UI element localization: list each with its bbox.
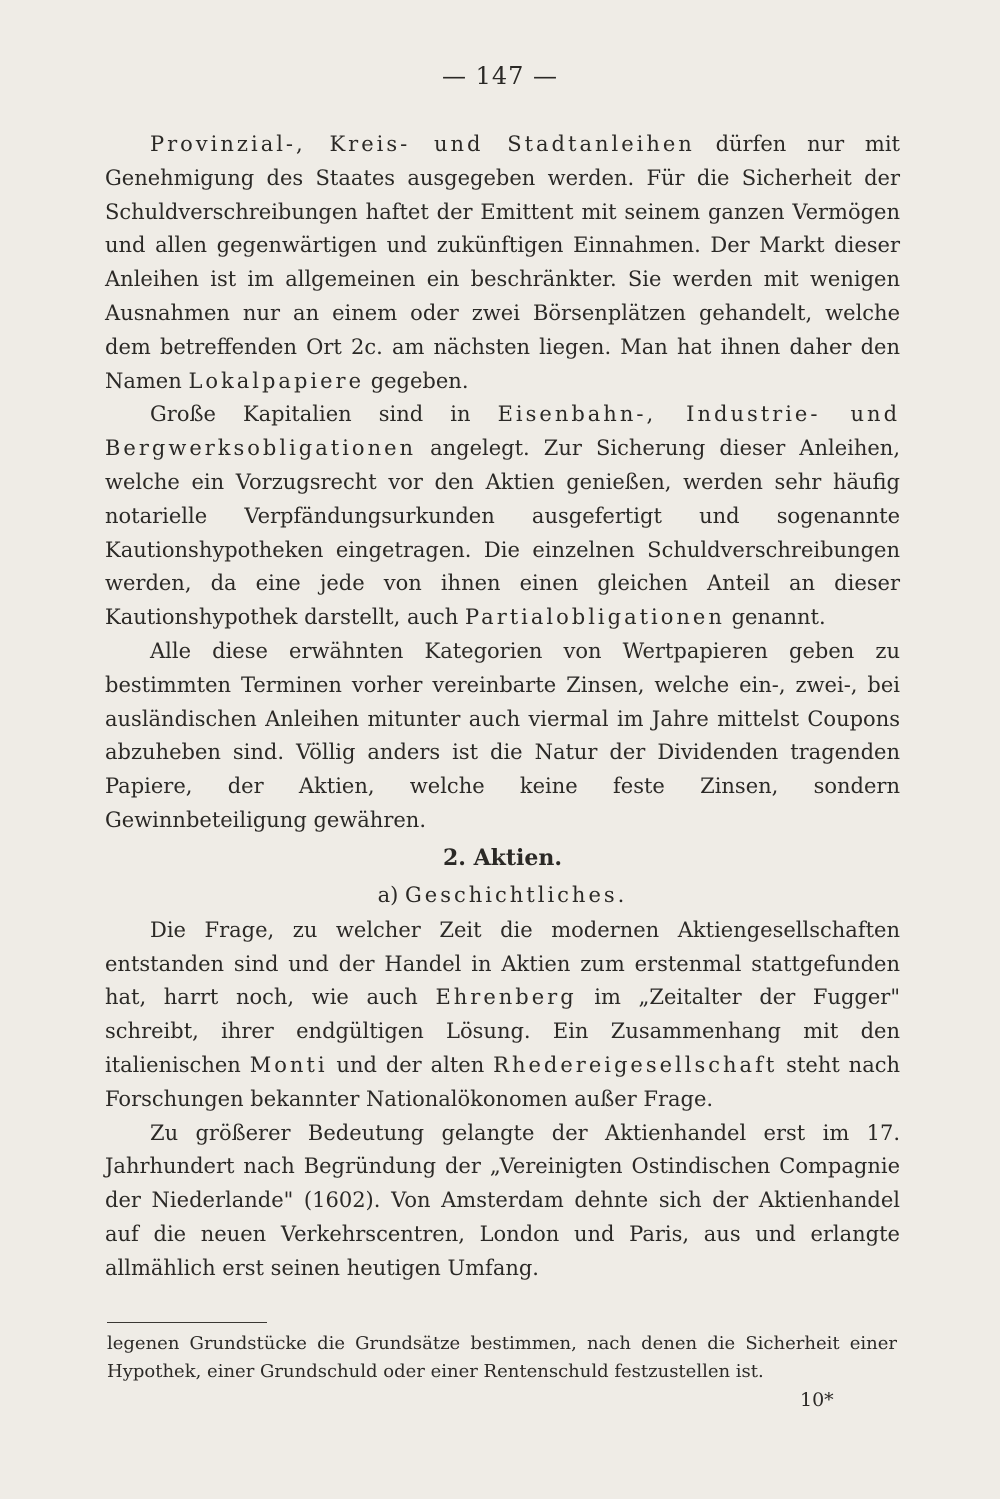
paragraph-text: im „Zeitalter der Fugger" schreibt, ihrer endgültigen Lösung. Ein Zusammenhang mit den italienischen	[105, 985, 900, 1077]
main-text	[105, 128, 900, 1286]
paragraph-text: Die Frage, zu welcher Zeit die modernen Aktiengesellschaften entstanden sind und der Handel in Aktien zum erstenmal stattgefunden hat, harrt noch, wie auch	[105, 917, 900, 1010]
subsection-letter: a)	[377, 882, 406, 907]
paragraph-text: gegeben.	[364, 368, 469, 393]
spaced-term: Provinzial-, Kreis- und Stadtanleihen	[150, 132, 695, 156]
spaced-term: Eisenbahn-, Industrie- und Bergwerksobligationen	[105, 402, 901, 461]
spaced-term: Partialobligationen	[464, 605, 725, 630]
paragraph-5: Zu größerer Bedeutung gelangte der Aktienhandel erst im 17. Jahrhundert nach Begründung der „Vereinigten Ostindischen Compagnie der Niederlande" (1602). Von Amsterdam dehnte sich der Aktienhandel auf die neuen Verkehrscentren, London und Paris, aus und erlangte allmählich erst seinen heutigen Umfang.	[105, 1120, 900, 1280]
paragraph-4	[105, 914, 900, 1117]
paragraph-text: und der alten	[327, 1052, 494, 1077]
footnote: legenen Grundstücke die Grundsätze bestimmen, nach denen die Sicherheit einer Hypothek, einer Grundschuld oder einer Rentenschuld festzustellen ist.	[107, 1333, 897, 1382]
section-heading: 2. Aktien.	[442, 844, 563, 871]
paragraph-text: genannt.	[724, 605, 826, 630]
paragraph-1	[105, 128, 900, 398]
signature-mark: 10*	[800, 1389, 834, 1411]
spaced-term: Monti	[249, 1052, 328, 1077]
paragraph-text: angelegt. Zur Sicherung dieser Anleihen, welche ein Vorzugsrecht vor den Aktien genießen, werden sehr häufig notarielle Verpfändungsurkunden ausgefertigt und sogenannte Kautionshypotheken eingetragen. Die einzelnen Schuldverschreibungen werden, da eine jede von ihnen einen gleichen Anteil an dieser Kautionshypothek darstellt, auch	[105, 436, 900, 630]
subsection-title: Geschichtliches.	[405, 882, 628, 907]
spaced-term: Ehrenberg	[435, 985, 577, 1010]
paragraph-text: Große Kapitalien sind in	[150, 402, 498, 427]
spaced-term: Lokalpapiere	[188, 368, 365, 393]
paragraph-3: Alle diese erwähnten Kategorien von Wertpapieren geben zu bestimmten Terminen vorher vereinbarte Zinsen, welche ein-, zwei-, bei ausländischen Anleihen mitunter auch viermal im Jahre mittelst Coupons abzuheben sind. Völlig anders ist die Natur der Dividenden tragenden Papiere, der Aktien, welche keine feste Zinsen, sondern Gewinnbeteiligung gewähren.	[105, 638, 900, 832]
page-number: — 147 —	[441, 62, 559, 90]
paragraph-2	[105, 398, 900, 635]
spaced-term: Rhedereigesellschaft	[493, 1052, 778, 1077]
subsection-heading	[105, 876, 900, 914]
paragraph-text: dürfen nur mit Genehmigung des Staates ausgegeben werden. Für die Sicherheit der Schuldverschreibungen haftet der Emittent mit seinem ganzen Vermögen und allen gegenwärtigen und zukünftigen Einnahmen. Der Markt dieser Anleihen ist im allgemeinen ein beschränkter. Sie werden mit wenigen Ausnahmen nur an einem oder zwei Börsenplätzen gehandelt, welche dem betreffenden Ort 2c. am nächsten liegen. Man hat ihnen daher den Namen	[105, 132, 900, 393]
paragraph-text: steht nach Forschungen bekannter Nationalökonomen außer Frage.	[105, 1052, 901, 1111]
footnote-divider	[107, 1322, 267, 1323]
